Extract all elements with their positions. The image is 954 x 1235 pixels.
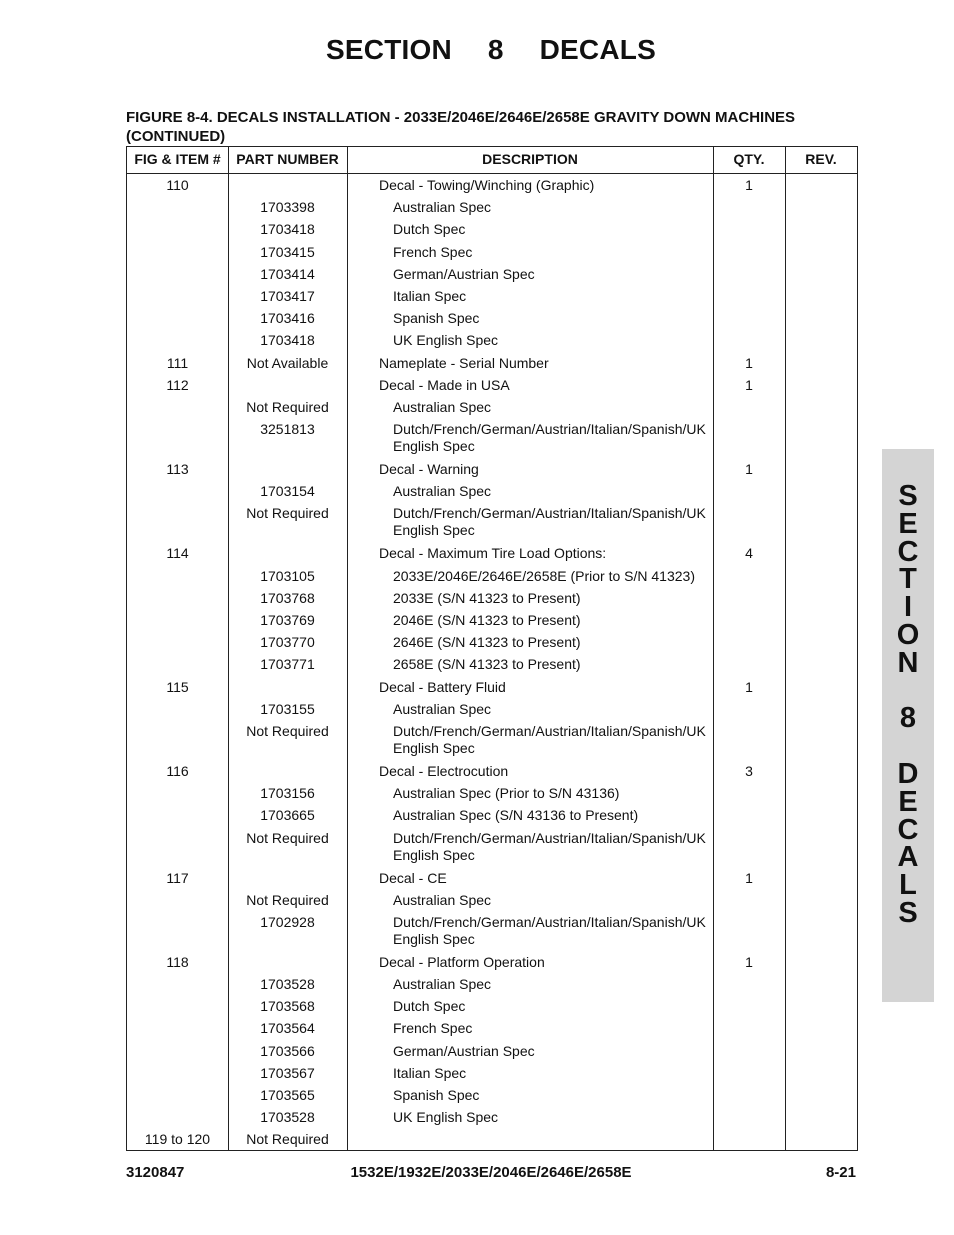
description-cell: 2646E (S/N 41323 to Present) [393,634,581,651]
description-cell: Dutch/French/German/Austrian/Italian/Spanish/UK English Spec [393,505,706,539]
part-number-cell: 1703770 [260,634,315,651]
part-number-cell: 1703769 [260,612,315,628]
table-row [127,805,857,827]
side-tab-letter: C [897,813,919,846]
table-row [127,1107,857,1129]
description-cell: Dutch/French/German/Austrian/Italian/Spanish/UK English Spec [393,722,706,756]
qty-cell: 1 [745,461,753,478]
table-row [127,308,857,330]
description-cell: Italian Spec [393,1064,467,1081]
table-row [127,1018,857,1040]
table-row [127,890,857,912]
description-cell: Decal - Battery Fluid [379,678,506,695]
description-cell: Nameplate - Serial Number [379,354,549,371]
figure-caption-line1: FIGURE 8-4. DECALS INSTALLATION - 2033E/2046E/2646E/2658E GRAVITY DOWN MACHINES [126,109,796,126]
item-cell: 117 [166,869,189,886]
table-row [127,974,857,996]
table-row [127,761,857,783]
table-row [127,353,857,375]
part-number-cell: 3251813 [260,421,315,438]
part-number-cell: 1703416 [260,310,315,327]
part-number-cell: 1703418 [260,332,315,349]
part-number-cell: 1703568 [260,998,315,1015]
decals-table [126,146,858,1151]
table-row [127,828,857,868]
section-side-tab [882,449,934,1002]
description-cell: Australian Spec [393,483,492,500]
part-number-cell: 1703155 [260,700,315,717]
part-number-cell: 1703665 [260,807,315,824]
description-cell: Dutch/French/German/Austrian/Italian/Spanish/UK English Spec [393,421,706,455]
part-number-cell: 1703565 [260,1087,315,1103]
qty-cell: 3 [745,762,753,779]
table-row [127,197,857,219]
qty-cell: 4 [745,545,753,562]
part-number-cell: 1703418 [260,221,315,238]
side-tab-letter: D [897,757,919,790]
part-number-cell: 1703417 [260,287,315,304]
description-cell: 2046E (S/N 41323 to Present) [393,612,581,628]
table-row [127,1063,857,1085]
col-header-qty: QTY. [733,151,765,167]
qty-cell: 1 [745,376,753,393]
part-number-cell: 1703771 [260,656,315,673]
table-row [127,912,857,952]
side-tab-gap [882,733,934,761]
table-row [127,1085,857,1107]
part-number-cell: 1703154 [260,483,315,500]
part-number-cell: 1703105 [260,567,315,584]
table-row [127,868,857,890]
table-row [127,481,857,503]
qty-cell: 1 [745,354,753,371]
item-cell: 116 [166,762,189,779]
side-tab-letter: 8 [899,702,917,735]
item-cell: 114 [166,545,189,562]
part-number-cell: 1703398 [260,199,315,216]
table-row [127,952,857,974]
side-tab-label [882,480,934,929]
table-row [127,1129,857,1151]
item-cell: 111 [166,354,189,371]
part-number-cell: Not Required [246,398,329,415]
qty-cell: 1 [745,869,753,886]
part-number-cell: Not Required [246,829,329,846]
part-number-cell: 1703414 [260,265,315,282]
part-number-cell: 1703566 [260,1042,315,1059]
description-cell: Dutch/French/German/Austrian/Italian/Spanish/UK English Spec [393,829,706,863]
side-tab-letter: E [898,507,918,540]
footer-models: 1532E/1932E/2033E/2046E/2646E/2658E [350,1164,632,1181]
description-cell: Spanish Spec [393,310,480,327]
table-row [127,286,857,308]
description-cell: Dutch Spec [393,998,466,1015]
description-cell: Decal - Platform Operation [379,953,545,970]
description-cell: Decal - Maximum Tire Load Options: [379,545,607,562]
description-cell: Italian Spec [393,287,467,304]
table-row [127,588,857,610]
item-cell: 118 [166,953,189,970]
description-cell: Australian Spec (S/N 43136 to Present) [393,807,639,824]
table-row [127,632,857,654]
description-cell: Decal - CE [379,869,447,886]
header-divider [127,173,857,174]
description-cell: Decal - Warning [379,461,479,478]
section-title: SECTION 8 DECALS [326,34,656,65]
table-row [127,610,857,632]
table-row [127,721,857,761]
side-tab-letter: T [899,563,917,596]
side-tab-letter: L [899,869,917,902]
part-number-cell: 1703564 [260,1020,315,1037]
part-number-cell: 1703415 [260,243,315,260]
qty-cell: 1 [745,678,753,695]
table-row [127,783,857,805]
description-cell: 2033E/2046E/2646E/2658E (Prior to S/N 41323) [393,567,695,584]
col-header-description: DESCRIPTION [482,151,578,167]
figure-caption-line2: (CONTINUED) [126,128,226,145]
table-row [127,264,857,286]
part-number-cell: Not Available [246,354,329,371]
side-tab-letter: E [898,785,918,818]
table-row [127,459,857,481]
description-cell: Australian Spec [393,398,492,415]
part-number-cell: 1703156 [260,785,315,802]
table-row [127,566,857,588]
table-row [127,1041,857,1063]
side-tab-letter: O [896,618,920,651]
side-tab-letter: N [897,646,919,679]
side-tab-letter: I [903,591,913,624]
side-tab-gap [882,678,934,706]
item-cell: 110 [166,177,189,193]
description-cell: Dutch Spec [393,221,466,238]
description-cell: Australian Spec [393,199,492,216]
table-row [127,543,857,565]
description-cell: 2658E (S/N 41323 to Present) [393,656,581,673]
item-cell: 115 [166,678,189,695]
table-row [127,175,857,197]
table-row [127,654,857,676]
side-tab-letter: C [897,535,919,568]
description-cell: Decal - Electrocution [379,762,509,779]
description-cell: German/Austrian Spec [393,265,535,282]
part-number-cell: Not Required [246,891,329,908]
description-cell: UK English Spec [393,1109,499,1126]
part-number-cell: 1703528 [260,1109,315,1126]
description-cell: Australian Spec [393,891,492,908]
qty-cell: 1 [745,177,753,193]
description-cell: UK English Spec [393,332,499,349]
col-header-item: FIG & ITEM # [134,151,221,167]
part-number-cell: 1703528 [260,976,315,993]
table-row [127,419,857,459]
side-tab-letter: S [898,480,918,512]
table-body [127,175,857,1152]
table-row [127,375,857,397]
col-header-rev: REV. [805,151,837,167]
description-cell: Australian Spec (Prior to S/N 43136) [393,785,620,802]
table-row [127,397,857,419]
description-cell: Dutch/French/German/Austrian/Italian/Spanish/UK English Spec [393,913,706,947]
description-cell: Decal - Made in USA [379,376,510,393]
part-number-cell: Not Required [246,505,329,522]
part-number-cell: 1703768 [260,589,315,606]
table-row [127,503,857,543]
qty-cell: 1 [745,953,753,970]
part-number-cell: 1702928 [260,913,315,930]
table-row [127,330,857,352]
item-cell: 113 [166,461,189,478]
table-row [127,242,857,264]
description-cell: 2033E (S/N 41323 to Present) [393,589,581,606]
description-cell: Decal - Towing/Winching (Graphic) [379,177,595,193]
table-row [127,699,857,721]
doc-number: 3120847 [126,1164,185,1181]
side-tab-letter: A [897,841,919,874]
description-cell: French Spec [393,1020,473,1037]
figure-caption [126,108,846,146]
part-number-cell: 1703567 [260,1064,315,1081]
part-number-cell: Not Required [246,1131,329,1148]
description-cell: German/Austrian Spec [393,1042,535,1059]
description-cell: French Spec [393,243,473,260]
side-tab-letter: S [898,896,918,929]
description-cell: Australian Spec [393,976,492,993]
description-cell: Australian Spec [393,700,492,717]
part-number-cell: Not Required [246,722,329,739]
table-row [127,677,857,699]
item-cell: 119 to 120 [144,1131,211,1148]
item-cell: 112 [166,376,189,393]
description-cell: Spanish Spec [393,1087,480,1103]
table-row [127,996,857,1018]
table-row [127,219,857,241]
col-header-part-number: PART NUMBER [236,151,339,167]
page-number: 8-21 [825,1164,856,1181]
